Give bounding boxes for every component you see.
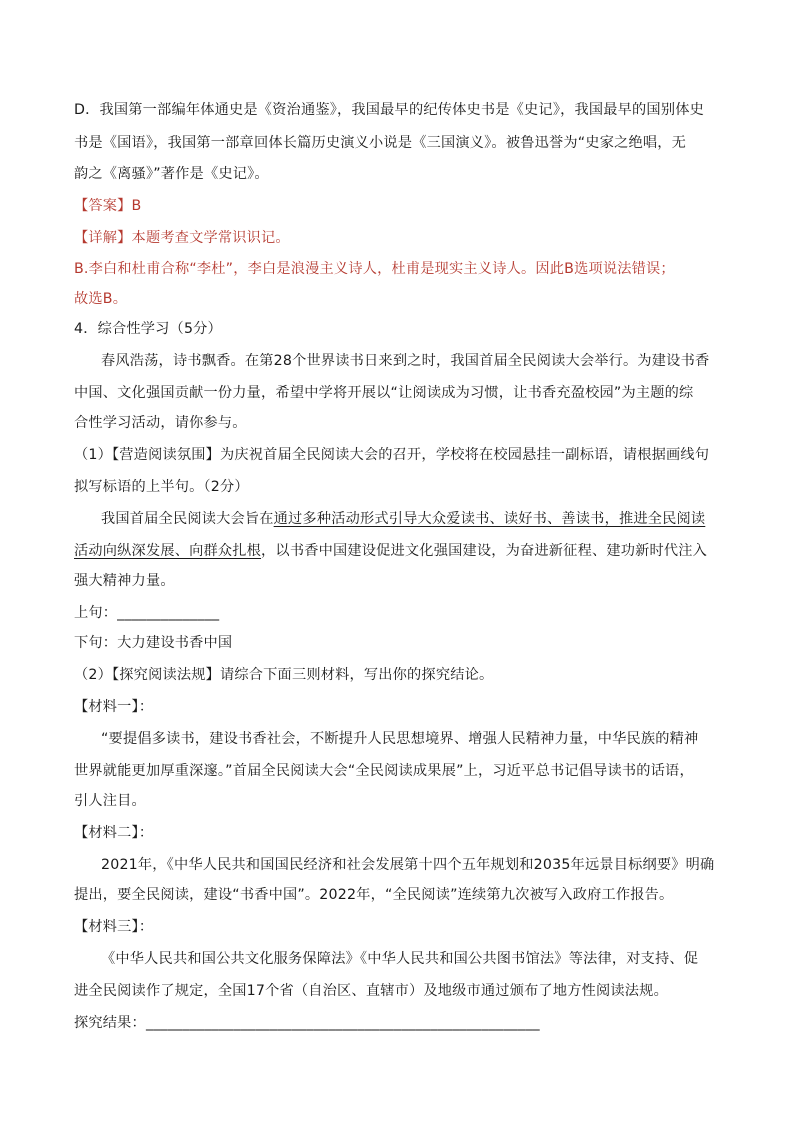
material-2-title: 【材料二】： <box>74 825 154 841</box>
detail-line: 【详解】本题考查文学常识识记。 <box>74 230 290 246</box>
option-d-line-3: 韵之《离骚》”著作是《史记》。 <box>74 166 269 182</box>
passage-line-2 <box>74 541 734 561</box>
material-2-line-2: 提出，要全民阅读，建设“书香中国”。2022年，“全民阅读”连续第九次被写入政府工作报告。 <box>74 887 674 903</box>
upper-line-answer: 上句：______________ <box>74 605 220 621</box>
material-2-line-1: 2021年，《中华人民共和国国民经济和社会发展第十四个五年规划和2035年远景目标纲要》明确 <box>101 857 715 873</box>
passage-prefix: 我国首届全民阅读大会旨在 <box>101 511 274 527</box>
explanation-line-1: B.李白和杜甫合称“李杜”，李白是浪漫主义诗人，杜甫是现实主义诗人。因此B选项说法错误； <box>74 261 675 277</box>
material-3-line-2: 进全民阅读作了规定，全国17个省（自治区、直辖市）及地级市通过颁布了地方性阅读法规。 <box>74 983 668 999</box>
material-1-line-3: 引人注目。 <box>74 793 146 809</box>
question-4-title: 4．综合性学习（5分） <box>74 321 222 337</box>
answer-line: 【答案】B <box>74 198 142 214</box>
intro-line-3: 合性学习活动，请你参与。 <box>74 415 247 431</box>
result-answer-line: 探究结果：______________________________________________________ <box>74 1015 540 1031</box>
option-d-line-2: 书是《国语》，我国第一部章回体长篇历史演义小说是《三国演义》。被鲁迅誉为“史家之绝唱，无 <box>74 135 687 151</box>
material-3-title: 【材料三】： <box>74 919 154 935</box>
intro-line-1: 春风浩荡，诗书飘香。在第28个世界读书日来到之时，我国首届全民阅读大会举行。为建设书香 <box>101 353 710 369</box>
lower-line: 下句：大力建设书香中国 <box>74 635 233 651</box>
subquestion-1-line-1: （1）【营造阅读氛围】为庆祝首届全民阅读大会的召开，学校将在校园悬挂一副标语，请根据画线句 <box>74 447 710 463</box>
passage-line-3: 强大精神力量。 <box>74 573 175 589</box>
material-1-line-1: “要提倡多读书，建设书香社会，不断提升人民思想境界、增强人民精神力量，中华民族的精神 <box>101 731 699 747</box>
passage-suffix: ，以书香中国建设促进文化强国建设，为奋进新征程、建功新时代注入 <box>261 543 708 559</box>
underlined-sentence-part-1: 通过多种活动形式引导大众爱读书、读好书、善读书，推进全民阅读 <box>273 511 706 527</box>
explanation-line-2: 故选B。 <box>74 291 128 307</box>
subquestion-1-line-2: 拟写标语的上半句。（2分） <box>74 479 249 495</box>
option-d-line-1: D．我国第一部编年体通史是《资治通鉴》，我国最早的纪传体史书是《史记》，我国最早的国别体史 <box>74 102 704 118</box>
material-1-line-2: 世界就能更加厚重深邃。”首届全民阅读大会“全民阅读成果展”上，习近平总书记倡导读书的话语， <box>74 763 694 779</box>
intro-line-2: 中国、文化强国贡献一份力量，希望中学将开展以“让阅读成为习惯，让书香充盈校园”为主题的综 <box>74 385 694 401</box>
material-1-title: 【材料一】： <box>74 699 154 715</box>
material-3-line-1: 《中华人民共和国公共文化服务保障法》《中华人民共和国公共图书馆法》等法律，对支持、促 <box>101 951 699 967</box>
underlined-sentence-part-2: 活动向纵深发展、向群众扎根 <box>74 543 262 559</box>
subquestion-2: （2）【探究阅读法规】请综合下面三则材料，写出你的探究结论。 <box>74 667 494 683</box>
passage-line-1 <box>101 509 761 529</box>
